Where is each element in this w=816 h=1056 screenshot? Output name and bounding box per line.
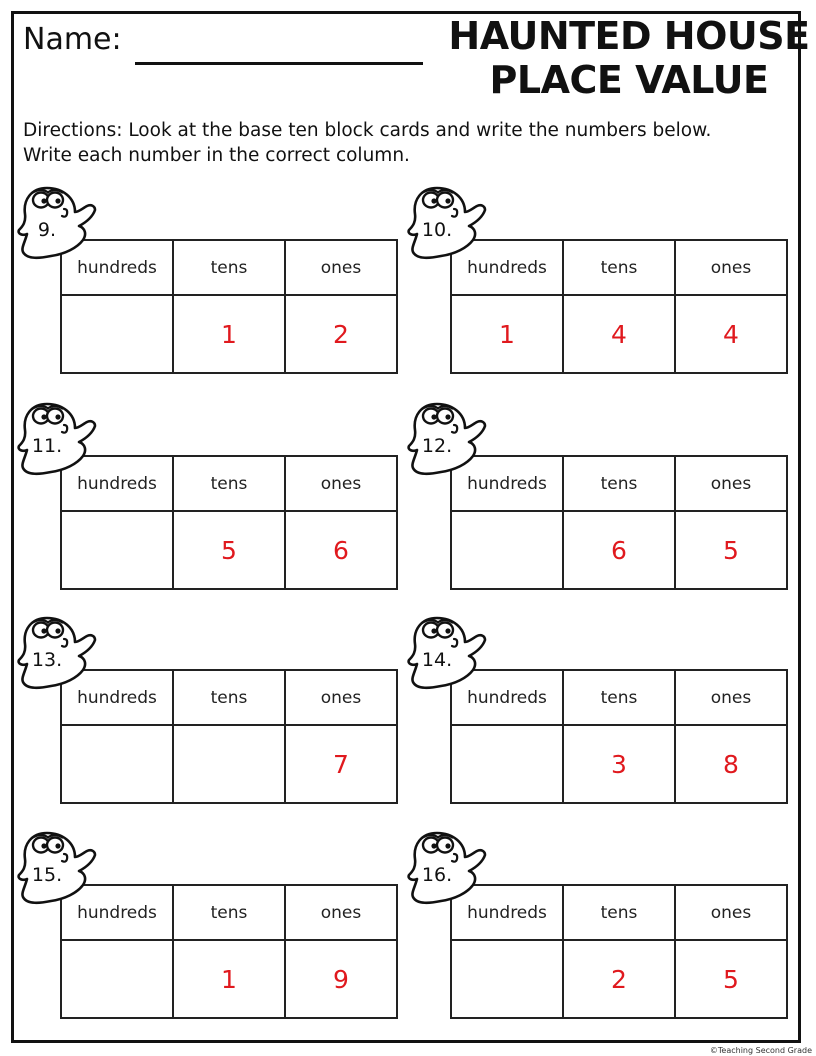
problem-5 (17, 612, 417, 812)
copyright-text: ©Teaching Second Grade (709, 1046, 812, 1055)
column-header-hundreds: hundreds (451, 240, 563, 295)
hundreds-answer-cell[interactable]: 1 (451, 295, 563, 373)
column-header-tens: tens (173, 885, 285, 940)
column-header-hundreds: hundreds (61, 456, 173, 511)
ones-answer-cell[interactable]: 4 (675, 295, 787, 373)
problem-6 (407, 612, 807, 812)
worksheet-title (448, 14, 810, 102)
problem-number: 13. (31, 649, 63, 671)
table-answer-row (451, 940, 787, 1018)
column-header-hundreds: hundreds (61, 670, 173, 725)
column-header-hundreds: hundreds (451, 456, 563, 511)
column-header-ones: ones (285, 240, 397, 295)
column-header-hundreds: hundreds (451, 885, 563, 940)
ones-answer-cell[interactable]: 8 (675, 725, 787, 803)
table-header-row (451, 885, 787, 940)
place-value-table (450, 455, 788, 590)
column-header-hundreds: hundreds (61, 885, 173, 940)
table-header-row (61, 456, 397, 511)
problem-number: 15. (31, 864, 63, 886)
place-value-table (60, 455, 398, 590)
problem-number: 9. (37, 219, 57, 241)
hundreds-answer-cell[interactable] (451, 940, 563, 1018)
ones-answer-cell[interactable]: 5 (675, 511, 787, 589)
column-header-ones: ones (285, 885, 397, 940)
place-value-table (60, 884, 398, 1019)
problem-4 (407, 398, 807, 598)
column-header-ones: ones (285, 456, 397, 511)
hundreds-answer-cell[interactable] (61, 725, 173, 803)
place-value-table (60, 669, 398, 804)
ones-answer-cell[interactable]: 5 (675, 940, 787, 1018)
table-answer-row (451, 295, 787, 373)
ones-answer-cell[interactable]: 6 (285, 511, 397, 589)
column-header-hundreds: hundreds (451, 670, 563, 725)
column-header-ones: ones (675, 885, 787, 940)
problem-number: 14. (421, 649, 453, 671)
problem-8 (407, 827, 807, 1027)
table-answer-row (451, 725, 787, 803)
problem-1 (17, 182, 417, 382)
column-header-tens: tens (563, 240, 675, 295)
tens-answer-cell[interactable]: 2 (563, 940, 675, 1018)
place-value-table (450, 884, 788, 1019)
directions-line-2: Write each number in the correct column. (23, 145, 410, 166)
tens-answer-cell[interactable]: 5 (173, 511, 285, 589)
table-header-row (451, 456, 787, 511)
title-line-2: PLACE VALUE (489, 58, 769, 102)
tens-answer-cell[interactable]: 1 (173, 295, 285, 373)
problem-3 (17, 398, 417, 598)
table-header-row (61, 885, 397, 940)
name-line[interactable] (135, 62, 423, 65)
problem-number: 10. (421, 219, 453, 241)
column-header-ones: ones (675, 670, 787, 725)
problem-2 (407, 182, 807, 382)
column-header-tens: tens (173, 240, 285, 295)
tens-answer-cell[interactable]: 4 (563, 295, 675, 373)
hundreds-answer-cell[interactable] (61, 511, 173, 589)
problem-7 (17, 827, 417, 1027)
tens-answer-cell[interactable] (173, 725, 285, 803)
column-header-tens: tens (173, 670, 285, 725)
ones-answer-cell[interactable]: 9 (285, 940, 397, 1018)
table-header-row (61, 670, 397, 725)
name-label: Name: (23, 22, 122, 57)
table-answer-row (61, 511, 397, 589)
ones-answer-cell[interactable]: 7 (285, 725, 397, 803)
place-value-table (450, 239, 788, 374)
place-value-table (450, 669, 788, 804)
directions (23, 118, 803, 168)
table-header-row (451, 670, 787, 725)
problem-number: 11. (31, 435, 63, 457)
hundreds-answer-cell[interactable] (451, 511, 563, 589)
problem-number: 12. (421, 435, 453, 457)
column-header-tens: tens (563, 456, 675, 511)
table-answer-row (451, 511, 787, 589)
table-header-row (61, 240, 397, 295)
column-header-hundreds: hundreds (61, 240, 173, 295)
column-header-tens: tens (563, 670, 675, 725)
tens-answer-cell[interactable]: 1 (173, 940, 285, 1018)
table-header-row (451, 240, 787, 295)
problem-number: 16. (421, 864, 453, 886)
column-header-ones: ones (285, 670, 397, 725)
table-answer-row (61, 295, 397, 373)
title-line-1: HAUNTED HOUSE (448, 14, 810, 58)
ones-answer-cell[interactable]: 2 (285, 295, 397, 373)
tens-answer-cell[interactable]: 3 (563, 725, 675, 803)
column-header-tens: tens (563, 885, 675, 940)
column-header-tens: tens (173, 456, 285, 511)
hundreds-answer-cell[interactable] (451, 725, 563, 803)
column-header-ones: ones (675, 240, 787, 295)
directions-line-1: Directions: Look at the base ten block cards and write the numbers below. (23, 120, 712, 141)
hundreds-answer-cell[interactable] (61, 295, 173, 373)
table-answer-row (61, 940, 397, 1018)
table-answer-row (61, 725, 397, 803)
hundreds-answer-cell[interactable] (61, 940, 173, 1018)
tens-answer-cell[interactable]: 6 (563, 511, 675, 589)
place-value-table (60, 239, 398, 374)
column-header-ones: ones (675, 456, 787, 511)
